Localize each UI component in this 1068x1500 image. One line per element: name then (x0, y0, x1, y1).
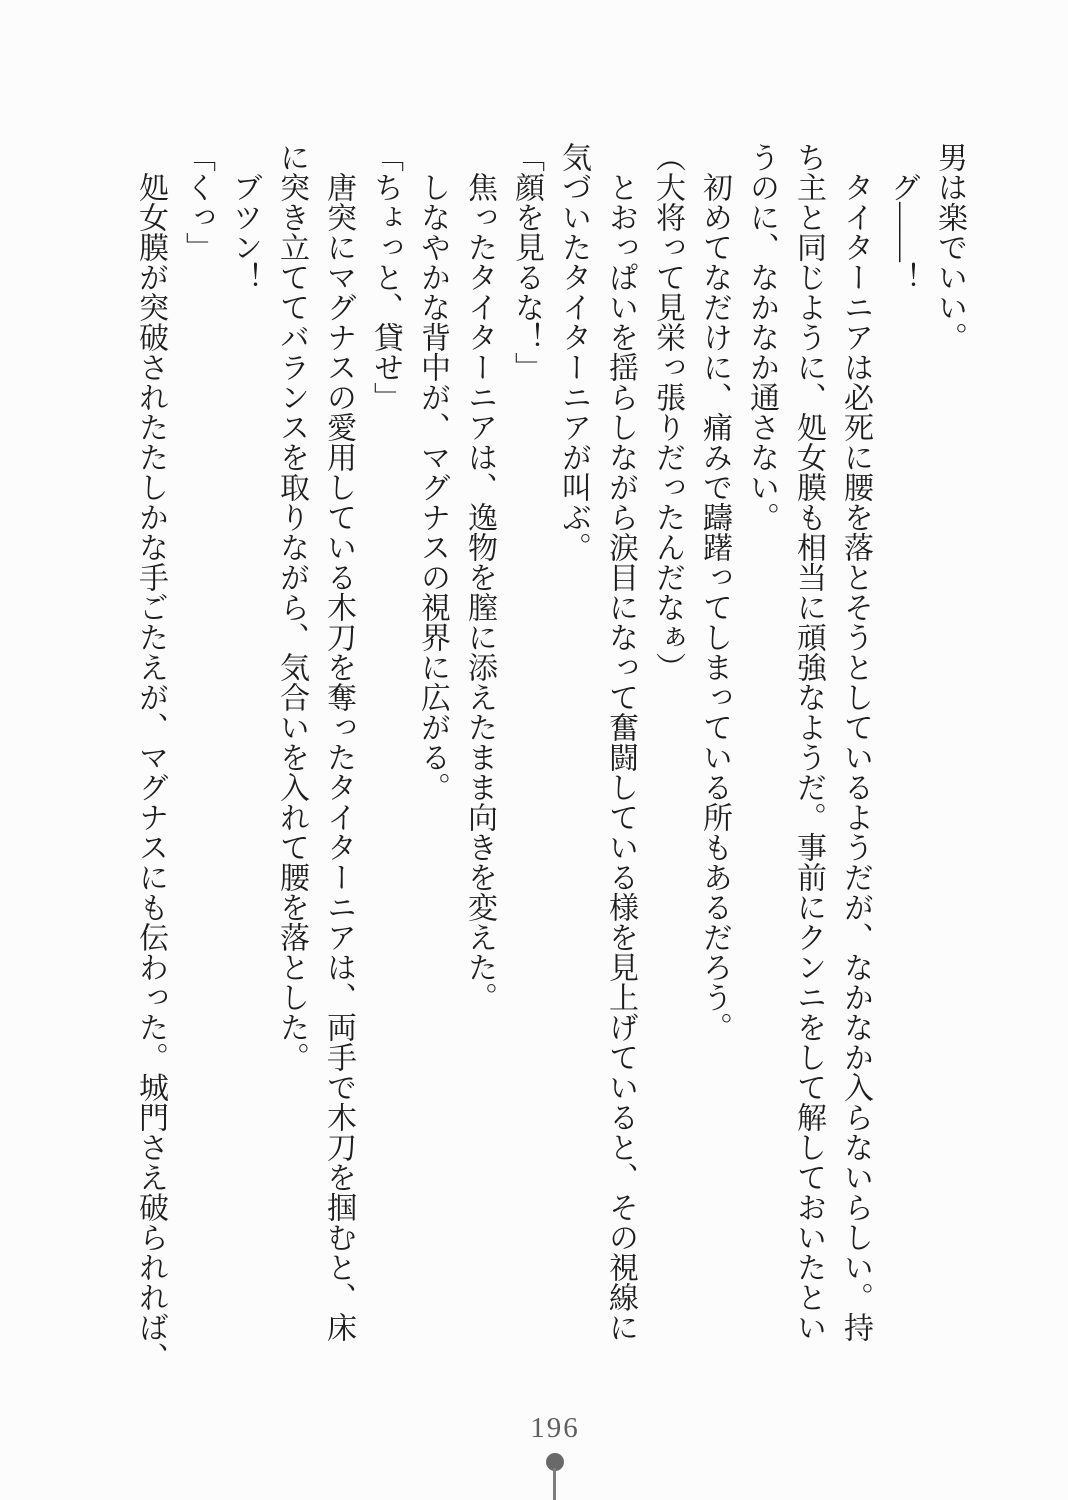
text-line: とおっぱいを揺らしながら涙目になって奮闘している様を見上げていると、その視線に (604, 172, 637, 1342)
text-line: 「ちょっと、貸せ」 (369, 142, 402, 412)
text-line: 男は楽でいい。 (933, 142, 966, 352)
text-line: ち主と同じように、処女膜も相当に頑強なようだ。事前にクンニをして解しておいたとい (792, 142, 825, 1342)
text-line: 処女膜が突破されたたしかな手ごたえが、マグナスにも伝わった。城門さえ破られれば、 (134, 172, 167, 1372)
page-number: 196 (530, 1412, 580, 1444)
text-line: 「顔を見るな！」 (510, 142, 543, 382)
text-line: に突き立ててバランスを取りながら、気合いを入れて腰を落とした。 (275, 142, 308, 1072)
text-line: 気づいたタイターニアが叫ぶ。 (557, 142, 590, 562)
text-line: うのに、なかなか通さない。 (745, 142, 778, 532)
text-line: グ――！ (886, 172, 919, 292)
marker-line (553, 1468, 556, 1500)
text-line: ブツン！ (228, 172, 261, 292)
text-line: タイターニアは必死に腰を落とそうとしているようだが、なかなか入らないらしい。持 (839, 172, 872, 1342)
text-line: しなやかな背中が、マグナスの視界に広がる。 (416, 172, 449, 802)
text-line: 「くっ」 (181, 142, 214, 262)
text-line: 初めてなだけに、痛みで躊躇ってしまっている所もあるだろう。 (698, 172, 731, 1042)
text-line: （大将って見栄っ張りだったんだなぁ） (651, 142, 684, 682)
text-line: 焦ったタイターニアは、逸物を膣に添えたまま向きを変えた。 (463, 172, 496, 1012)
vertical-text-block (127, 142, 973, 1387)
text-line: 唐突にマグナスの愛用している木刀を奪ったタイターニアは、両手で木刀を掴むと、床 (322, 172, 355, 1342)
